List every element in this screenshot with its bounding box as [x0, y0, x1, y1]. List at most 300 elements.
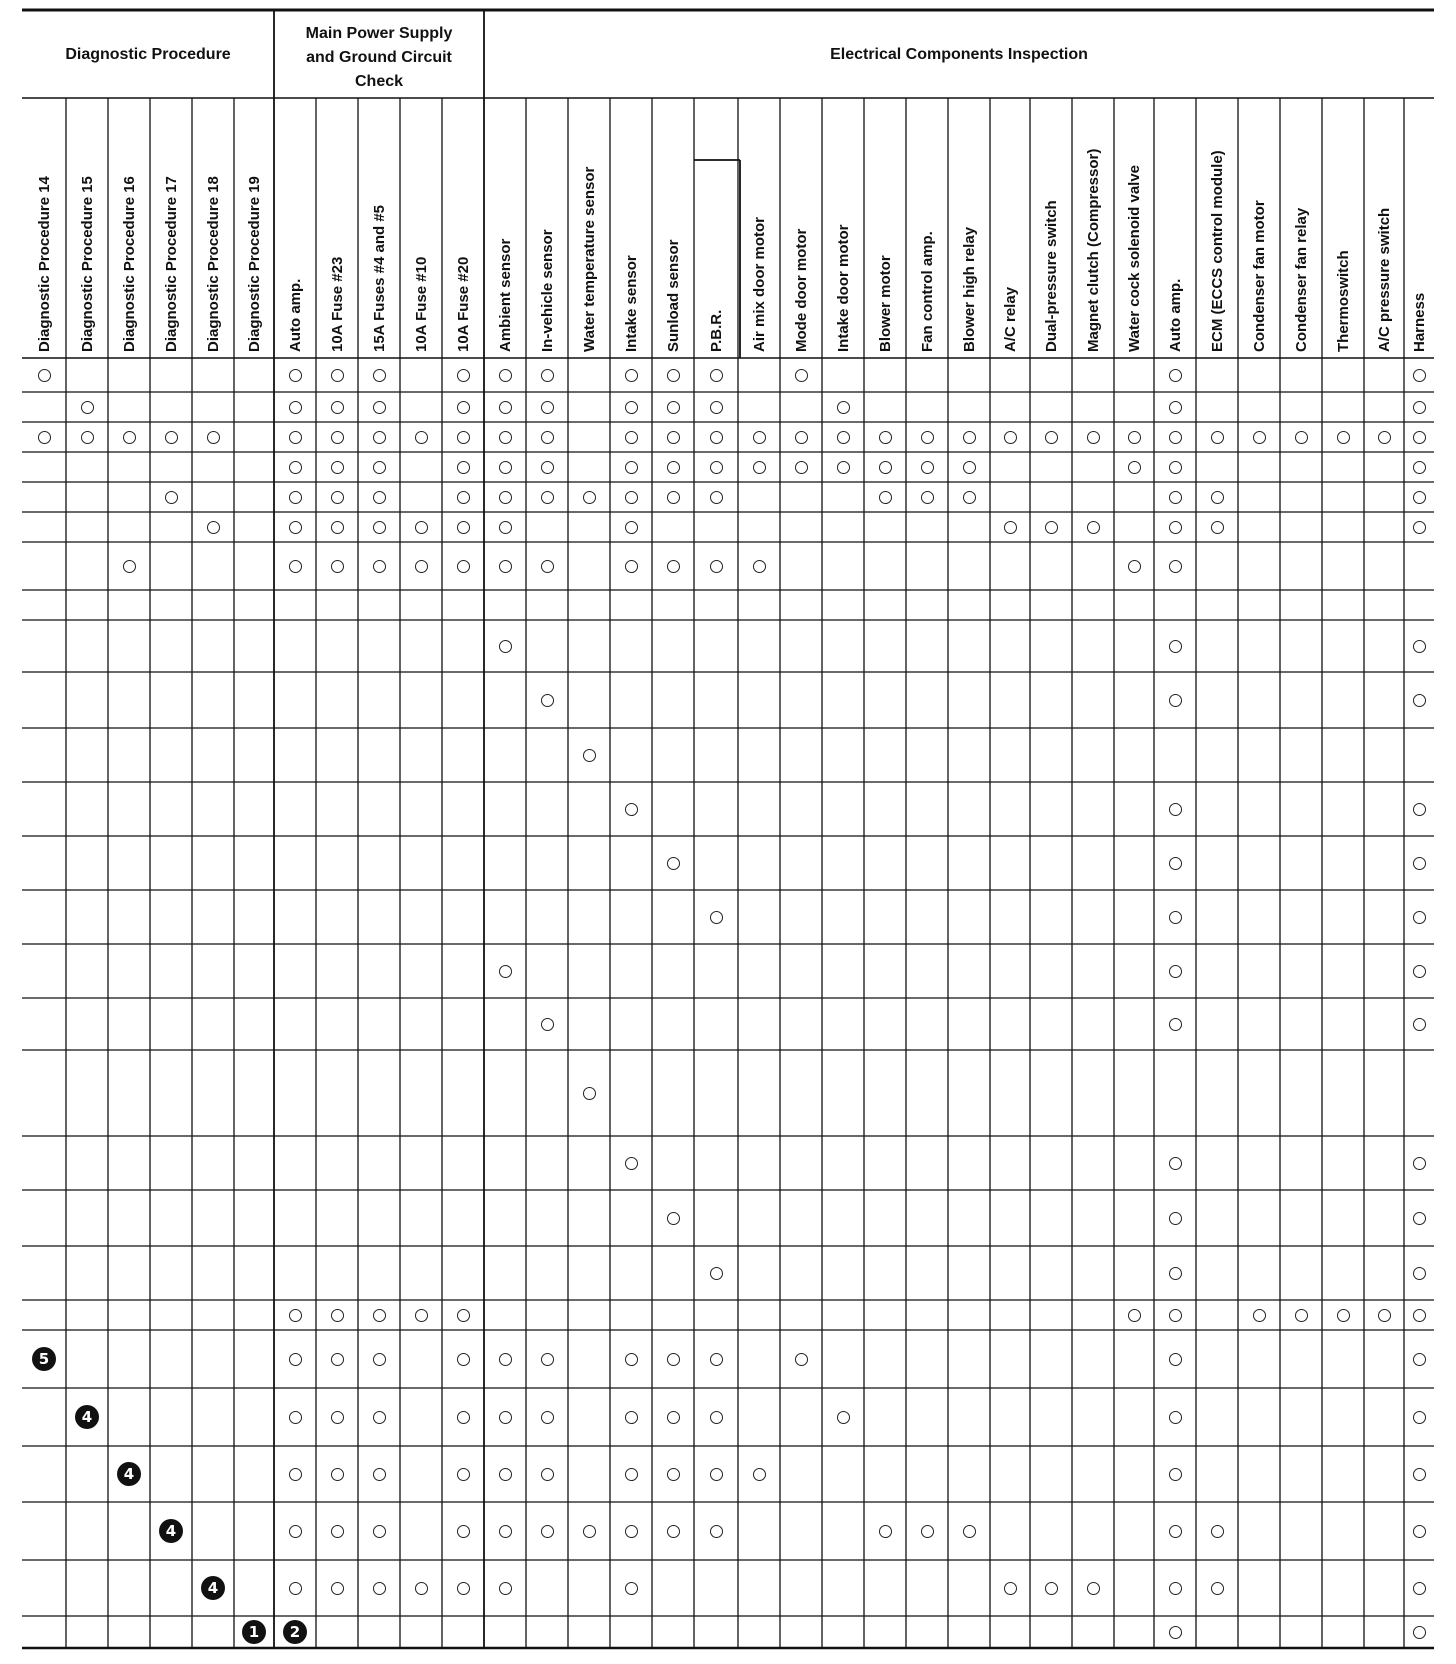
check-mark — [652, 358, 694, 392]
column-header: Sunload sensor — [664, 239, 682, 352]
circle-icon — [415, 431, 428, 444]
circle-icon — [1169, 1157, 1182, 1170]
check-mark — [1404, 620, 1434, 672]
circle-icon — [499, 369, 512, 382]
check-mark — [1404, 1190, 1434, 1246]
check-mark — [1280, 422, 1322, 452]
circle-icon — [1211, 431, 1224, 444]
column-header: 10A Fuse #20 — [454, 256, 472, 352]
column-header: Dual-pressure switch — [1042, 200, 1060, 352]
circle-icon — [165, 491, 178, 504]
check-mark — [1154, 1560, 1196, 1616]
circle-icon — [879, 1525, 892, 1538]
check-mark — [1404, 1616, 1434, 1648]
check-mark — [652, 1502, 694, 1560]
check-mark — [316, 392, 358, 422]
check-mark — [1154, 1136, 1196, 1190]
check-mark — [652, 542, 694, 590]
check-mark — [274, 1300, 316, 1330]
circle-icon — [1413, 1267, 1426, 1280]
check-mark — [1154, 1446, 1196, 1502]
circle-icon — [499, 1468, 512, 1481]
check-mark — [1154, 890, 1196, 944]
check-mark — [484, 358, 526, 392]
circle-icon — [541, 1468, 554, 1481]
check-mark — [694, 1446, 738, 1502]
check-mark — [1404, 998, 1434, 1050]
circle-icon — [1413, 640, 1426, 653]
check-mark — [1154, 782, 1196, 836]
circle-icon — [541, 560, 554, 573]
check-mark — [1154, 358, 1196, 392]
check-mark — [568, 728, 610, 782]
circle-icon — [667, 461, 680, 474]
check-mark — [1196, 1560, 1238, 1616]
check-mark — [610, 422, 652, 452]
circle-icon — [1087, 1582, 1100, 1595]
circle-icon — [1169, 521, 1182, 534]
circle-icon — [457, 401, 470, 414]
column-header: Diagnostic Procedure 14 — [35, 176, 53, 352]
check-mark — [22, 358, 66, 392]
column-header: ECM (ECCS control module) — [1208, 150, 1226, 352]
check-mark — [1322, 422, 1364, 452]
step-number: 1 — [242, 1620, 266, 1644]
step-badge — [150, 1502, 192, 1560]
check-mark — [610, 782, 652, 836]
check-mark — [652, 836, 694, 890]
circle-icon — [1413, 1353, 1426, 1366]
check-mark — [274, 1388, 316, 1446]
circle-icon — [541, 1018, 554, 1031]
circle-icon — [415, 560, 428, 573]
check-mark — [526, 1388, 568, 1446]
check-mark — [192, 422, 234, 452]
column-header: Auto amp. — [1166, 278, 1184, 352]
circle-icon — [499, 1582, 512, 1595]
check-mark — [358, 542, 400, 590]
check-mark — [906, 422, 948, 452]
check-mark — [822, 1388, 864, 1446]
circle-icon — [921, 431, 934, 444]
check-mark — [1154, 1388, 1196, 1446]
check-mark — [1404, 452, 1434, 482]
check-mark — [948, 452, 990, 482]
check-mark — [1154, 836, 1196, 890]
check-mark — [1154, 998, 1196, 1050]
check-mark — [1196, 422, 1238, 452]
check-mark — [1404, 422, 1434, 452]
circle-icon — [1169, 857, 1182, 870]
circle-icon — [1169, 640, 1182, 653]
check-mark — [316, 1502, 358, 1560]
circle-icon — [625, 1157, 638, 1170]
check-mark — [316, 1446, 358, 1502]
circle-icon — [331, 521, 344, 534]
circle-icon — [373, 521, 386, 534]
circle-icon — [1413, 369, 1426, 382]
check-mark — [652, 1446, 694, 1502]
check-mark — [192, 512, 234, 542]
circle-icon — [1413, 1582, 1426, 1595]
circle-icon — [1169, 560, 1182, 573]
circle-icon — [667, 1212, 680, 1225]
circle-icon — [1211, 491, 1224, 504]
check-mark — [990, 422, 1030, 452]
circle-icon — [1169, 1353, 1182, 1366]
check-mark — [66, 392, 108, 422]
circle-icon — [1169, 1267, 1182, 1280]
check-mark — [442, 1446, 484, 1502]
check-mark — [526, 1330, 568, 1388]
check-mark — [652, 1190, 694, 1246]
circle-icon — [625, 1525, 638, 1538]
check-mark — [358, 512, 400, 542]
check-mark — [316, 452, 358, 482]
check-mark — [316, 1560, 358, 1616]
circle-icon — [331, 461, 344, 474]
circle-icon — [625, 491, 638, 504]
circle-icon — [1378, 431, 1391, 444]
circle-icon — [457, 1525, 470, 1538]
check-mark — [358, 482, 400, 512]
check-mark — [274, 512, 316, 542]
circle-icon — [667, 1353, 680, 1366]
circle-icon — [1413, 491, 1426, 504]
circle-icon — [1045, 1582, 1058, 1595]
check-mark — [526, 422, 568, 452]
circle-icon — [499, 1411, 512, 1424]
step-number: 2 — [283, 1620, 307, 1644]
check-mark — [150, 482, 192, 512]
circle-icon — [1211, 521, 1224, 534]
check-mark — [1404, 836, 1434, 890]
circle-icon — [373, 1468, 386, 1481]
column-header: 10A Fuse #23 — [328, 256, 346, 352]
circle-icon — [795, 369, 808, 382]
circle-icon — [795, 1353, 808, 1366]
circle-icon — [1413, 1468, 1426, 1481]
check-mark — [652, 452, 694, 482]
check-mark — [738, 452, 780, 482]
check-mark — [1030, 422, 1072, 452]
circle-icon — [331, 1411, 344, 1424]
circle-icon — [1169, 965, 1182, 978]
check-mark — [1154, 542, 1196, 590]
check-mark — [864, 452, 906, 482]
check-mark — [610, 1136, 652, 1190]
step-number: 4 — [75, 1405, 99, 1429]
check-mark — [568, 482, 610, 512]
check-mark — [1404, 358, 1434, 392]
circle-icon — [1413, 1411, 1426, 1424]
circle-icon — [373, 401, 386, 414]
check-mark — [1404, 1300, 1434, 1330]
check-mark — [526, 672, 568, 728]
column-header: Diagnostic Procedure 16 — [120, 176, 138, 352]
circle-icon — [457, 491, 470, 504]
check-mark — [358, 422, 400, 452]
circle-icon — [921, 1525, 934, 1538]
circle-icon — [415, 1582, 428, 1595]
circle-icon — [625, 1468, 638, 1481]
check-mark — [1404, 1560, 1434, 1616]
check-mark — [1404, 482, 1434, 512]
circle-icon — [1413, 911, 1426, 924]
check-mark — [610, 392, 652, 422]
check-mark — [694, 392, 738, 422]
circle-icon — [1211, 1525, 1224, 1538]
check-mark — [484, 1388, 526, 1446]
check-mark — [526, 392, 568, 422]
circle-icon — [289, 491, 302, 504]
circle-icon — [331, 1353, 344, 1366]
circle-icon — [963, 1525, 976, 1538]
column-header: In-vehicle sensor — [538, 229, 556, 352]
circle-icon — [795, 461, 808, 474]
check-mark — [442, 452, 484, 482]
check-mark — [1072, 422, 1114, 452]
circle-icon — [625, 1353, 638, 1366]
circle-icon — [1169, 491, 1182, 504]
check-mark — [526, 998, 568, 1050]
check-mark — [274, 1560, 316, 1616]
circle-icon — [457, 1582, 470, 1595]
column-header: Magnet clutch (Compressor) — [1084, 148, 1102, 352]
check-mark — [442, 1502, 484, 1560]
circle-icon — [1413, 1157, 1426, 1170]
circle-icon — [1128, 560, 1141, 573]
check-mark — [1322, 1300, 1364, 1330]
circle-icon — [331, 431, 344, 444]
circle-icon — [710, 431, 723, 444]
circle-icon — [81, 401, 94, 414]
check-mark — [1404, 1388, 1434, 1446]
circle-icon — [963, 431, 976, 444]
circle-icon — [1413, 401, 1426, 414]
circle-icon — [583, 1525, 596, 1538]
check-mark — [1154, 392, 1196, 422]
circle-icon — [1169, 1468, 1182, 1481]
check-mark — [400, 422, 442, 452]
check-mark — [442, 1388, 484, 1446]
circle-icon — [81, 431, 94, 444]
check-mark — [316, 1330, 358, 1388]
check-mark — [484, 482, 526, 512]
check-mark — [1154, 512, 1196, 542]
circle-icon — [667, 1411, 680, 1424]
circle-icon — [289, 1411, 302, 1424]
check-mark — [652, 422, 694, 452]
circle-icon — [1413, 461, 1426, 474]
circle-icon — [710, 491, 723, 504]
check-mark — [484, 944, 526, 998]
circle-icon — [373, 1582, 386, 1595]
circle-icon — [331, 560, 344, 573]
circle-icon — [1169, 1212, 1182, 1225]
check-mark — [442, 482, 484, 512]
step-badge — [234, 1616, 274, 1648]
check-mark — [358, 452, 400, 482]
column-header: Air mix door motor — [750, 216, 768, 352]
circle-icon — [165, 431, 178, 444]
circle-icon — [667, 1525, 680, 1538]
circle-icon — [667, 401, 680, 414]
check-mark — [358, 1446, 400, 1502]
column-header: Mode door motor — [792, 228, 810, 352]
circle-icon — [710, 1468, 723, 1481]
circle-icon — [289, 1582, 302, 1595]
check-mark — [484, 422, 526, 452]
circle-icon — [1413, 857, 1426, 870]
column-header: 15A Fuses #4 and #5 — [370, 204, 388, 352]
circle-icon — [1169, 1582, 1182, 1595]
circle-icon — [289, 1353, 302, 1366]
column-header: Diagnostic Procedure 15 — [78, 176, 96, 352]
check-mark — [484, 452, 526, 482]
circle-icon — [1045, 521, 1058, 534]
circle-icon — [331, 491, 344, 504]
circle-icon — [667, 560, 680, 573]
step-badge — [108, 1446, 150, 1502]
circle-icon — [583, 749, 596, 762]
circle-icon — [1004, 1582, 1017, 1595]
circle-icon — [457, 521, 470, 534]
check-mark — [1196, 512, 1238, 542]
circle-icon — [1128, 461, 1141, 474]
circle-icon — [457, 461, 470, 474]
check-mark — [610, 512, 652, 542]
column-header: P.B.R. — [707, 309, 725, 352]
circle-icon — [667, 491, 680, 504]
circle-icon — [753, 461, 766, 474]
check-mark — [1072, 1560, 1114, 1616]
circle-icon — [541, 431, 554, 444]
check-mark — [358, 392, 400, 422]
circle-icon — [38, 431, 51, 444]
column-header: Blower motor — [876, 255, 894, 352]
check-mark — [610, 452, 652, 482]
check-mark — [1114, 452, 1154, 482]
check-mark — [652, 482, 694, 512]
check-mark — [274, 452, 316, 482]
circle-icon — [123, 560, 136, 573]
check-mark — [526, 358, 568, 392]
check-mark — [1364, 1300, 1404, 1330]
circle-icon — [667, 857, 680, 870]
circle-icon — [457, 1468, 470, 1481]
column-header: 10A Fuse #10 — [412, 256, 430, 352]
circle-icon — [289, 560, 302, 573]
circle-icon — [1169, 1018, 1182, 1031]
check-mark — [400, 1300, 442, 1330]
circle-icon — [710, 1353, 723, 1366]
column-header: Ambient sensor — [496, 238, 514, 352]
circle-icon — [1128, 431, 1141, 444]
check-mark — [400, 512, 442, 542]
check-mark — [694, 542, 738, 590]
circle-icon — [1253, 431, 1266, 444]
check-mark — [1154, 1330, 1196, 1388]
check-mark — [1404, 890, 1434, 944]
column-header: Condenser fan relay — [1292, 207, 1310, 352]
circle-icon — [837, 401, 850, 414]
circle-icon — [625, 803, 638, 816]
circle-icon — [1004, 521, 1017, 534]
check-mark — [1404, 392, 1434, 422]
check-mark — [358, 1300, 400, 1330]
circle-icon — [625, 1411, 638, 1424]
circle-icon — [625, 521, 638, 534]
circle-icon — [373, 461, 386, 474]
check-mark — [610, 1502, 652, 1560]
check-mark — [316, 1300, 358, 1330]
circle-icon — [1413, 1212, 1426, 1225]
check-mark — [1030, 1560, 1072, 1616]
circle-icon — [541, 1525, 554, 1538]
step-badge — [274, 1616, 316, 1648]
column-header: Intake door motor — [834, 224, 852, 352]
check-mark — [822, 422, 864, 452]
circle-icon — [1087, 431, 1100, 444]
step-number: 5 — [32, 1347, 56, 1371]
check-mark — [1154, 672, 1196, 728]
column-header: A/C relay — [1001, 286, 1019, 352]
check-mark — [442, 1330, 484, 1388]
check-mark — [990, 1560, 1030, 1616]
column-header: Intake sensor — [622, 255, 640, 352]
circle-icon — [963, 491, 976, 504]
check-mark — [694, 1330, 738, 1388]
circle-icon — [499, 965, 512, 978]
check-mark — [1030, 512, 1072, 542]
check-mark — [948, 422, 990, 452]
circle-icon — [331, 369, 344, 382]
column-header: Condenser fan motor — [1250, 200, 1268, 352]
circle-icon — [541, 491, 554, 504]
check-mark — [694, 422, 738, 452]
check-mark — [1154, 620, 1196, 672]
circle-icon — [499, 640, 512, 653]
check-mark — [358, 1330, 400, 1388]
check-mark — [652, 1330, 694, 1388]
check-mark — [484, 1330, 526, 1388]
circle-icon — [457, 1353, 470, 1366]
circle-icon — [541, 694, 554, 707]
check-mark — [274, 358, 316, 392]
circle-icon — [625, 560, 638, 573]
circle-icon — [1211, 1582, 1224, 1595]
circle-icon — [373, 1353, 386, 1366]
circle-icon — [541, 1353, 554, 1366]
check-mark — [610, 1560, 652, 1616]
circle-icon — [879, 461, 892, 474]
check-mark — [568, 1502, 610, 1560]
check-mark — [1404, 512, 1434, 542]
circle-icon — [415, 521, 428, 534]
circle-icon — [710, 911, 723, 924]
check-mark — [1154, 944, 1196, 998]
column-header: Auto amp. — [286, 278, 304, 352]
check-mark — [484, 542, 526, 590]
check-mark — [150, 422, 192, 452]
column-header: Diagnostic Procedure 17 — [162, 176, 180, 352]
check-mark — [526, 452, 568, 482]
circle-icon — [667, 431, 680, 444]
check-mark — [610, 542, 652, 590]
step-number: 4 — [117, 1462, 141, 1486]
column-header: Diagnostic Procedure 18 — [204, 176, 222, 352]
